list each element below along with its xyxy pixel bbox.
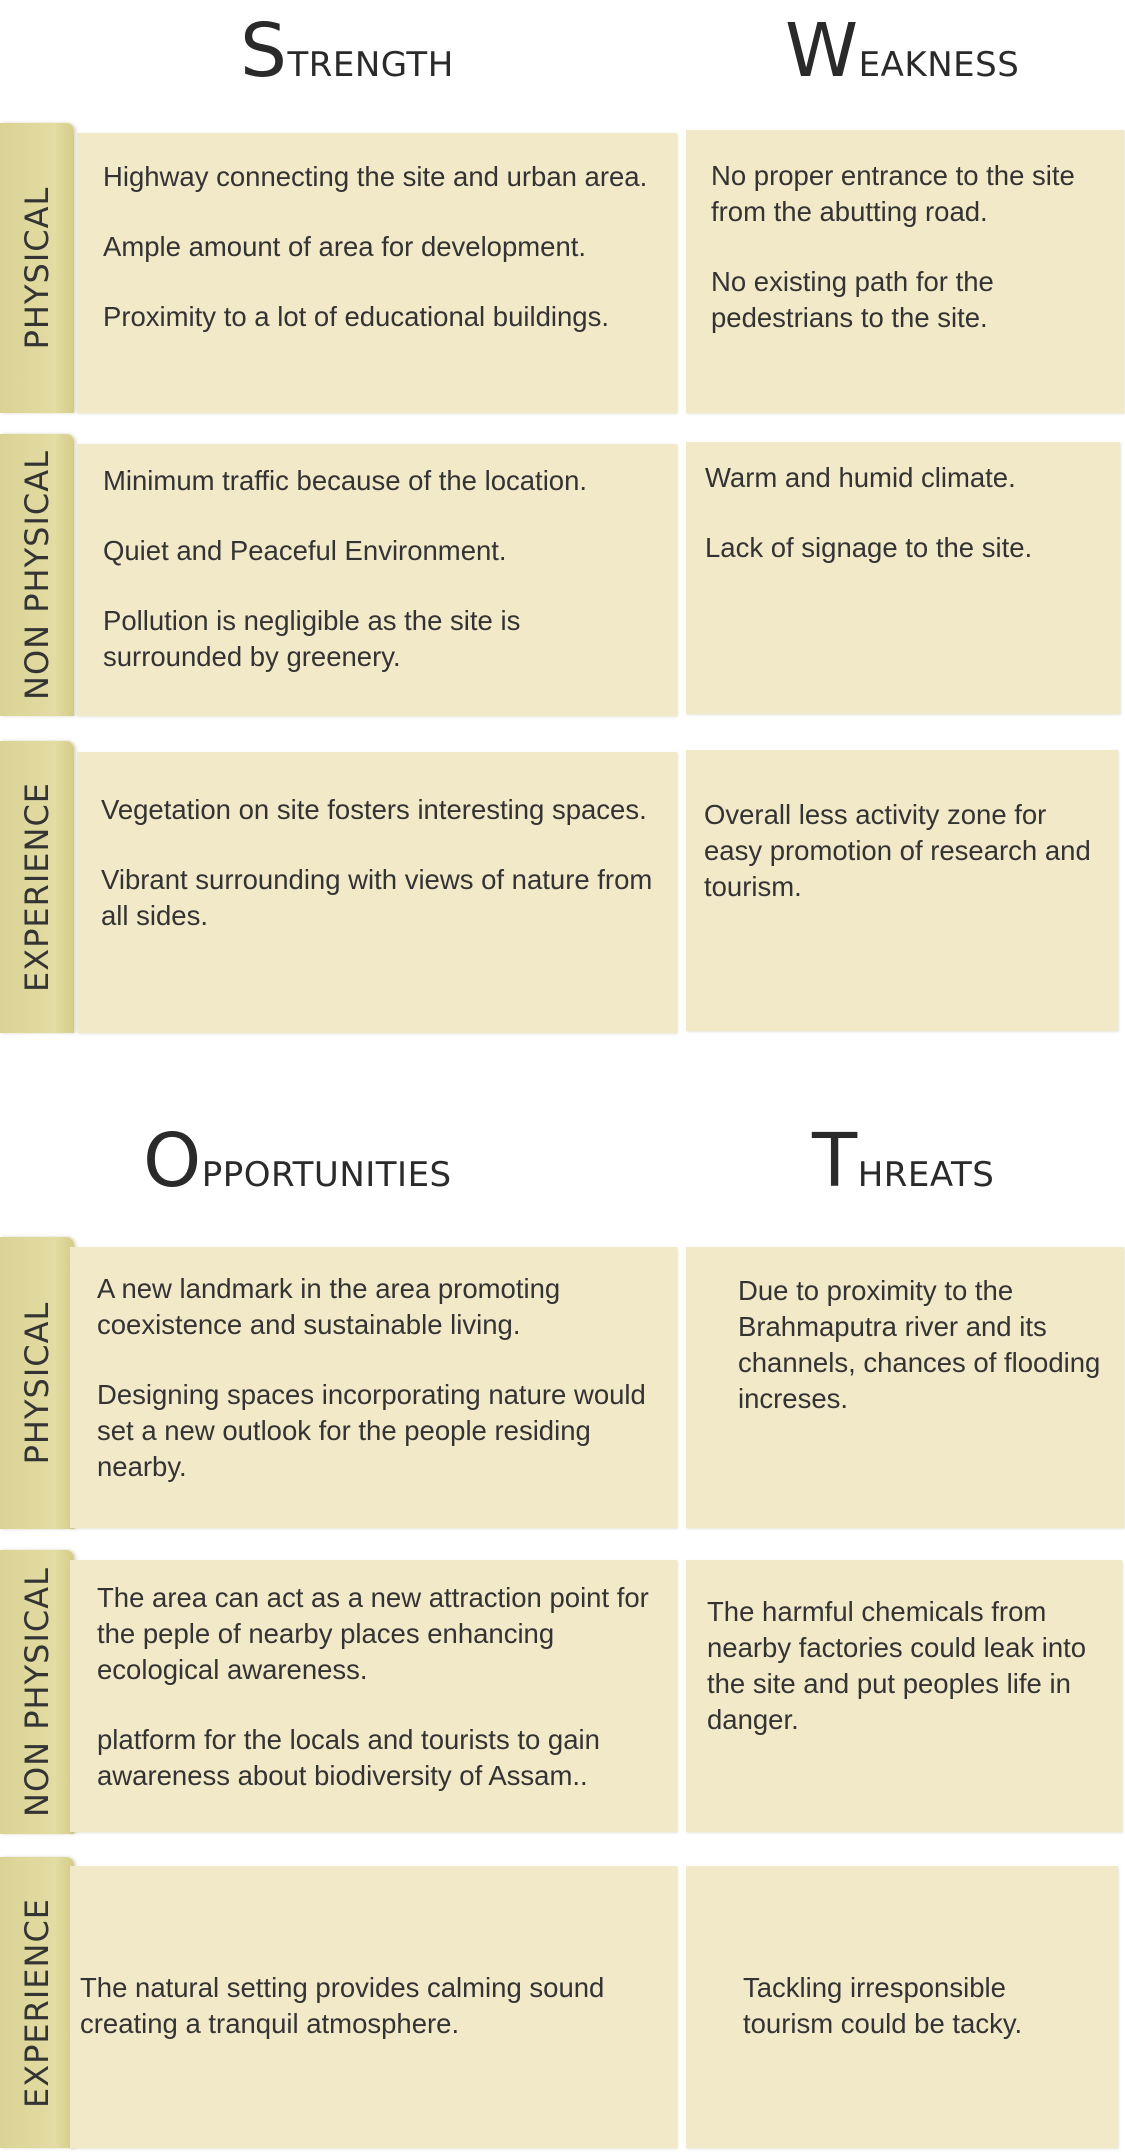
- cell-text: No existing path for the pedestrians to the site.: [711, 266, 994, 333]
- row-label-experience: EXPERIENCE: [0, 741, 74, 1033]
- weakness-physical-cell: [686, 130, 1124, 413]
- weakness-non-physical-cell: [686, 442, 1120, 714]
- cell-text: Pollution is negligible as the site is surrounded by greenery.: [103, 605, 521, 672]
- cell-text: Highway connecting the site and urban area.: [103, 161, 648, 192]
- strength-experience-cell: [77, 752, 677, 1033]
- opportunities-heading: OPPORTUNITIES: [143, 1118, 452, 1204]
- cell-text: platform for the locals and tourists to gain awareness about biodiversity of Assam..: [97, 1724, 600, 1791]
- opportunities-non-physical-cell: [70, 1560, 677, 1832]
- threats-physical-cell: [686, 1247, 1124, 1528]
- opportunities-experience-cell: [70, 1866, 677, 2148]
- cell-text: The area can act as a new attraction point for the peple of nearby places enhancing ecological awareness.: [97, 1582, 649, 1685]
- threats-non-physical-cell: [686, 1560, 1122, 1832]
- opportunities-physical-cell: [70, 1247, 677, 1528]
- row-label-experience-2: EXPERIENCE: [0, 1857, 74, 2148]
- cell-text: A new landmark in the area promoting coexistence and sustainable living.: [97, 1273, 561, 1340]
- cell-text: Designing spaces incorporating nature would set a new outlook for the people residing nearby.: [97, 1379, 646, 1482]
- weakness-heading: WEAKNESS: [785, 8, 1020, 94]
- row-label-non-physical-2: NON PHYSICAL: [0, 1550, 74, 1834]
- cell-text: Tackling irresponsible tourism could be tacky.: [743, 1972, 1023, 2039]
- cell-text: Warm and humid climate.: [705, 462, 1016, 493]
- cell-text: Due to proximity to the Brahmaputra river and its channels, chances of flooding increses.: [738, 1275, 1101, 1414]
- cell-text: Vegetation on site fosters interesting spaces.: [101, 794, 647, 825]
- cell-text: Proximity to a lot of educational buildings.: [103, 301, 609, 332]
- cell-text: Overall less activity zone for easy promotion of research and tourism.: [704, 799, 1091, 902]
- cell-text: No proper entrance to the site from the abutting road.: [711, 160, 1075, 227]
- cell-text: Minimum traffic because of the location.: [103, 465, 588, 496]
- strength-physical-cell: [77, 133, 677, 413]
- row-label-physical: PHYSICAL: [0, 123, 74, 413]
- cell-text: Quiet and Peaceful Environment.: [103, 535, 507, 566]
- strength-non-physical-cell: [77, 444, 677, 716]
- cell-text: The harmful chemicals from nearby factories could leak into the site and put peoples life in danger.: [707, 1596, 1087, 1735]
- strength-heading: STRENGTH: [240, 8, 454, 94]
- cell-text: Lack of signage to the site.: [705, 532, 1033, 563]
- threats-heading: THREATS: [812, 1118, 995, 1204]
- weakness-experience-cell: [686, 750, 1118, 1031]
- row-label-non-physical: NON PHYSICAL: [0, 434, 74, 716]
- row-label-physical-2: PHYSICAL: [0, 1237, 74, 1529]
- cell-text: Vibrant surrounding with views of nature from all sides.: [101, 864, 653, 931]
- cell-text: The natural setting provides calming sound creating a tranquil atmosphere.: [80, 1972, 605, 2039]
- threats-experience-cell: [686, 1866, 1118, 2148]
- cell-text: Ample amount of area for development.: [103, 231, 587, 262]
